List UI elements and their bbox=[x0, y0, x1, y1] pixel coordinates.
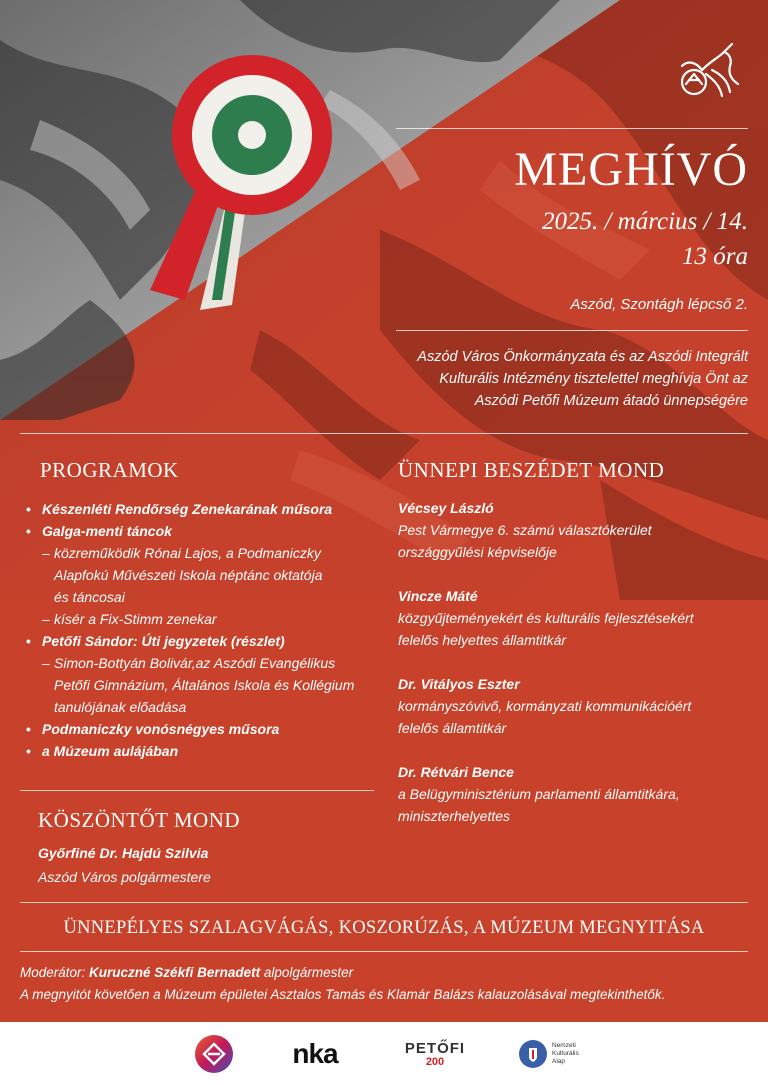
divider-ceremony-bottom bbox=[20, 951, 748, 952]
speaker-name: Dr. Vitályos Eszter bbox=[398, 676, 520, 692]
divider-programs bbox=[20, 790, 374, 791]
list-subitem-cont: Alapfokú Művészeti Iskola néptánc oktatója bbox=[54, 567, 323, 583]
speaker-name: Vécsey László bbox=[398, 500, 494, 516]
footer-text bbox=[20, 962, 760, 1006]
unicorn-crest-icon bbox=[672, 40, 746, 110]
event-time: 13 óra bbox=[682, 243, 748, 270]
speaker bbox=[398, 761, 748, 827]
petofi-logo: PETŐFI 200 bbox=[404, 1040, 466, 1068]
speaker-role: miniszterhelyettes bbox=[398, 808, 511, 824]
list-subitem-cont: tanulójának előadása bbox=[54, 699, 187, 715]
speaker-role: felelős államtitkár bbox=[398, 720, 507, 736]
greeting-role: Aszód Város polgármestere bbox=[38, 869, 211, 885]
list-item: • Podmaniczky vonósnégyes műsora bbox=[24, 718, 384, 740]
speaker-role: országgyűlési képviselője bbox=[398, 544, 557, 560]
nka-alap-logo: Nemzeti Kulturális Alap bbox=[518, 1034, 598, 1074]
speaker-role: Pest Vármegye 6. számú választókerület bbox=[398, 522, 652, 538]
speaker-name: Dr. Rétvári Bence bbox=[398, 764, 514, 780]
invitation-text: Aszód Város Önkormányzata és az Aszódi Integrált Kulturális Intézmény tisztelettel meghívja Önt az Aszódi Petőfi Múzeum átadó ünnepségére bbox=[417, 349, 748, 409]
aszod-logo bbox=[192, 1034, 236, 1074]
nka-alap-crest-icon bbox=[518, 1039, 548, 1069]
ceremony-title: ÜNNEPÉLYES SZALAGVÁGÁS, KOSZORÚZÁS, A MÚZEUM MEGNYITÁSA bbox=[63, 918, 705, 938]
sponsors-bar bbox=[0, 1022, 768, 1085]
speaker-role: közgyűjteményekért és kulturális fejlesztésekért bbox=[398, 610, 694, 626]
greeting-name: Győrfiné Dr. Hajdú Szilvia bbox=[38, 845, 209, 861]
list-item: • Készenléti Rendőrség Zenekarának műsora bbox=[24, 498, 384, 520]
divider-invite bbox=[20, 433, 748, 434]
divider-ceremony-top bbox=[20, 902, 748, 903]
list-item: • Petőfi Sándor: Úti jegyzetek (részlet) bbox=[24, 630, 384, 652]
speaker-role: felelős helyettes államtitkár bbox=[398, 632, 567, 648]
speaker-role: kormányszóvivő, kormányzati kommunikációért bbox=[398, 698, 692, 714]
speaker bbox=[398, 497, 748, 563]
list-subitem: – közreműködik Rónai Lajos, a Podmaniczky bbox=[42, 545, 321, 561]
speaker-role: a Belügyminisztérium parlamenti államtitkára, bbox=[398, 786, 680, 802]
speakers-list bbox=[398, 497, 748, 849]
list-subitem: – kísér a Fix-Stimm zenekar bbox=[42, 611, 217, 627]
divider-top bbox=[396, 128, 748, 129]
greeting-title: KÖSZÖNTŐT MOND bbox=[38, 808, 241, 832]
speaker-name: Vincze Máté bbox=[398, 588, 478, 604]
speaker bbox=[398, 585, 748, 651]
programs-list bbox=[24, 498, 384, 762]
list-subitem: – Simon-Bottyán Bolivár,az Aszódi Evangélikus bbox=[42, 655, 336, 671]
list-subitem-cont: Petőfi Gimnázium, Általános Iskola és Kollégium bbox=[54, 677, 355, 693]
list-subitem-cont: és táncosai bbox=[54, 589, 125, 605]
list-item-cont: • a Múzeum aulájában bbox=[24, 740, 384, 762]
programs-title: PROGRAMOK bbox=[40, 458, 179, 482]
speaker bbox=[398, 673, 748, 739]
invitation-title: MEGHÍVÓ bbox=[514, 143, 748, 196]
moderator-line: Moderátor: Kuruczné Székfi Bernadett alpolgármester bbox=[20, 965, 354, 980]
aszod-logo-icon bbox=[194, 1034, 234, 1074]
divider-venue bbox=[396, 330, 748, 331]
moderator-name: Kuruczné Székfi Bernadett bbox=[89, 965, 261, 980]
footer-note: A megnyitót követően a Múzeum épületei Asztalos Tamás és Klamár Balázs kalauzolásával megtekinthetők. bbox=[20, 987, 666, 1002]
nka-logo: nka bbox=[292, 1038, 338, 1069]
speech-title: ÜNNEPI BESZÉDET MOND bbox=[398, 458, 665, 482]
event-venue: Aszód, Szontágh lépcső 2. bbox=[570, 296, 748, 313]
list-item: • Galga-menti táncok bbox=[24, 520, 384, 542]
event-date: 2025. / március / 14. bbox=[541, 208, 748, 235]
